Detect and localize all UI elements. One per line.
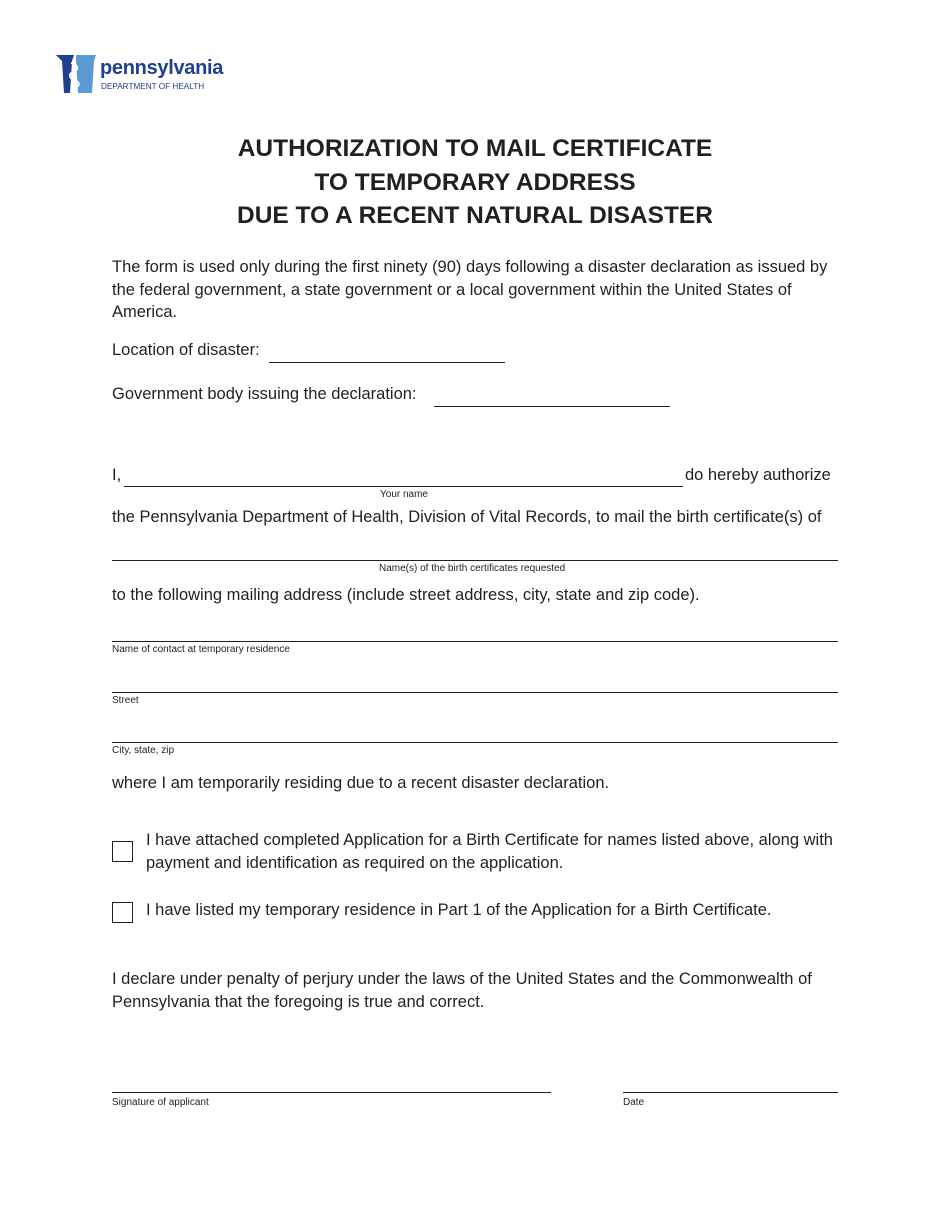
title-line-1: AUTHORIZATION TO MAIL CERTIFICATE bbox=[237, 135, 713, 162]
your-name-caption: Your name bbox=[380, 489, 428, 500]
date-input[interactable] bbox=[623, 1092, 838, 1093]
street-caption: Street bbox=[112, 695, 139, 706]
your-name-input[interactable] bbox=[124, 486, 683, 487]
residing-text: where I am temporarily residing due to a recent disaster declaration. bbox=[112, 774, 610, 792]
location-label: Location of disaster: bbox=[112, 341, 260, 359]
attached-application-label: I have attached completed Application for a Birth Certificate for names listed above, along with payment and identification as required on the application. bbox=[146, 831, 833, 872]
contact-name-input[interactable] bbox=[112, 641, 838, 642]
authorization-prefix: I, bbox=[112, 466, 122, 484]
authorization-suffix: do hereby authorize bbox=[685, 466, 831, 484]
street-input[interactable] bbox=[112, 692, 838, 693]
certificate-names-caption: Name(s) of the birth certificates requested bbox=[379, 563, 566, 574]
form-title bbox=[0, 132, 950, 233]
signature-caption: Signature of applicant bbox=[112, 1097, 209, 1108]
title-line-2: TO TEMPORARY ADDRESS bbox=[314, 168, 636, 196]
city-state-zip-caption: City, state, zip bbox=[112, 745, 175, 756]
intro-paragraph: The form is used only during the first ninety (90) days following a disaster declaration as issued by the federal government, a state government or a local government within the United States of America. bbox=[112, 258, 828, 322]
certificate-names-input[interactable] bbox=[112, 560, 838, 561]
title-line-3: DUE TO A RECENT NATURAL DISASTER bbox=[237, 202, 713, 229]
perjury-declaration: I declare under penalty of perjury under the laws of the United States and the Commonwealth of Pennsylvania that the foregoing is true and correct. bbox=[112, 970, 812, 1011]
address-instruction: to the following mailing address (include street address, city, state and zip code). bbox=[112, 586, 700, 604]
city-state-zip-input[interactable] bbox=[112, 742, 838, 743]
signature-input[interactable] bbox=[112, 1092, 551, 1093]
keystone-caduceus-icon bbox=[55, 53, 97, 95]
gov-body-label: Government body issuing the declaration: bbox=[112, 385, 417, 403]
gov-body-input[interactable] bbox=[434, 406, 670, 407]
location-input[interactable] bbox=[269, 362, 505, 363]
pa-health-logo bbox=[55, 53, 225, 97]
logo-department: DEPARTMENT OF HEALTH bbox=[101, 82, 205, 91]
temporary-residence-checkbox[interactable] bbox=[112, 902, 133, 923]
logo-name: pennsylvania bbox=[100, 57, 224, 79]
contact-name-caption: Name of contact at temporary residence bbox=[112, 644, 290, 655]
attached-application-checkbox[interactable] bbox=[112, 841, 133, 862]
temporary-residence-label: I have listed my temporary residence in Part 1 of the Application for a Birth Certificate. bbox=[146, 901, 772, 919]
date-caption: Date bbox=[623, 1097, 645, 1108]
authorization-body: the Pennsylvania Department of Health, Division of Vital Records, to mail the birth certificate(s) of bbox=[112, 508, 822, 526]
